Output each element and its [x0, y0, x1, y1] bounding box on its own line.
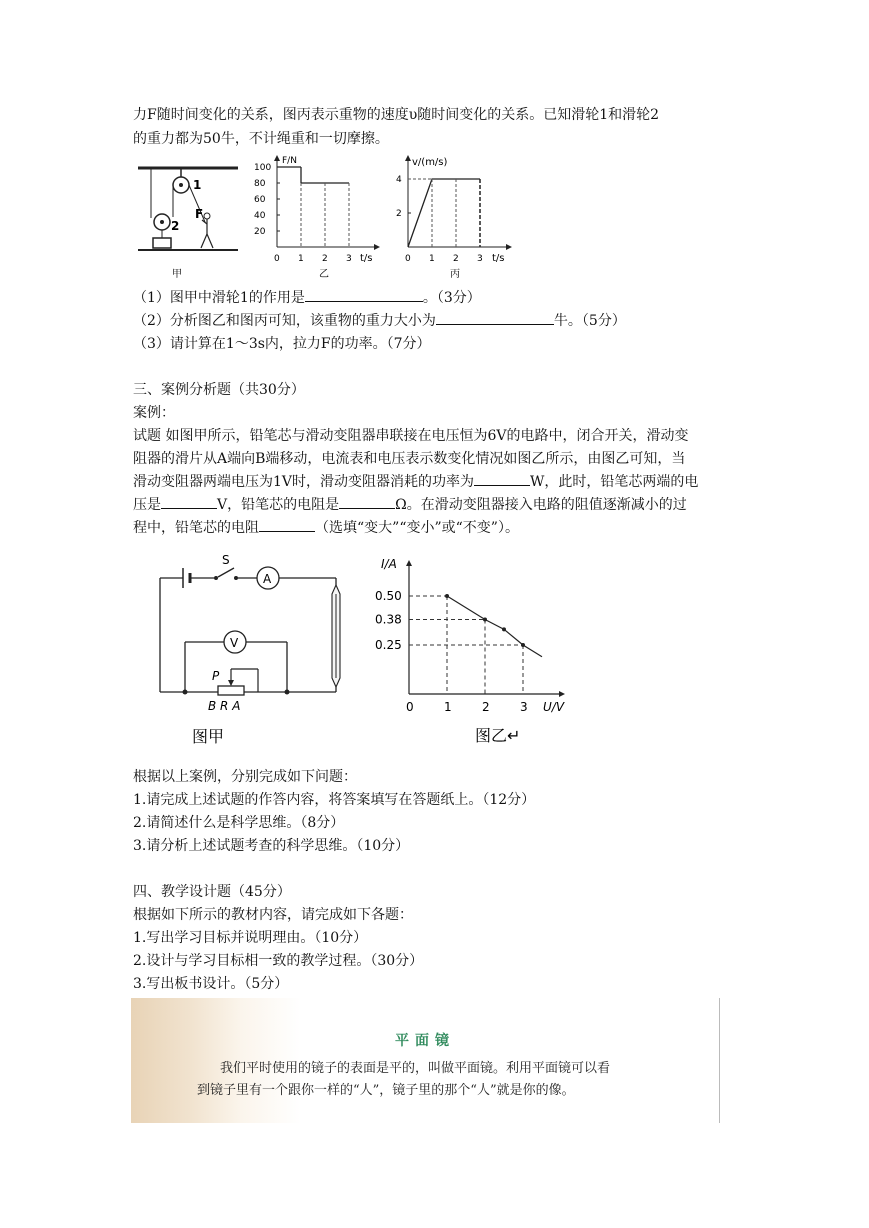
textbook-excerpt	[131, 998, 720, 1123]
bing-y-tick: 2	[396, 209, 402, 219]
g2-x-tick: 2	[482, 700, 490, 714]
bing-y-tick: 4	[396, 175, 402, 185]
case-para-1: 试题 如图甲所示，铅笔芯与滑动变阻器串联接在电压恒为6V的电路中，闭合开关，滑动变	[133, 428, 689, 444]
chart-yi-force-time	[252, 155, 387, 285]
yi-x-axis-label: t/s	[360, 253, 373, 264]
g2-caption: 图乙↵	[475, 726, 521, 745]
yi-y-tick: 80	[254, 179, 266, 189]
case-para-3: 滑动变阻器两端电压为1V时，滑动变阻器消耗的功率为 W，此时，铅笔芯两端的电	[133, 471, 698, 493]
figure-jia-pulley	[133, 162, 243, 284]
g2-x-axis-label: U/V	[543, 700, 565, 714]
g2-y-tick: 0.50	[375, 589, 402, 603]
voltmeter-symbol: V	[230, 636, 239, 650]
bing-x-axis-label: t/s	[492, 253, 505, 264]
bing-caption: 丙	[450, 269, 460, 280]
question-3-3: 3.请分析上述试题考查的科学思维。（10分）	[133, 838, 410, 854]
figure-jia-caption: 甲	[172, 269, 182, 280]
textbook-line-2: 到镜子里有一个跟你一样的“人”，镜子里的那个“人”就是你的像。	[197, 1083, 575, 1098]
i-u-line	[447, 596, 542, 657]
answer-blank-1[interactable]	[305, 287, 423, 302]
bing-velocity-line	[408, 179, 480, 247]
answer-blank-5[interactable]	[339, 494, 395, 509]
rheostat-labels: B R A	[208, 699, 241, 713]
textbook-title: 平面镜	[395, 1033, 455, 1049]
chart-bing-velocity-time	[388, 155, 523, 285]
case-para-4: 压是 V，铅笔芯的电阻是 Ω。在滑动变阻器接入电路的阻值逐渐减小的过	[133, 494, 687, 516]
case-para-2: 阻器的滑片从A端向B端移动，电流表和电压表示数变化情况如图乙所示，由图乙可知，当	[133, 451, 686, 467]
chart-i-u-graph	[373, 556, 573, 752]
bing-x-tick: 3	[477, 254, 483, 264]
bing-x-tick: 2	[453, 254, 459, 264]
case-label: 案例：	[133, 405, 175, 421]
question-1-2: （2）分析图乙和图丙可知，该重物的重力大小为 牛。（5分）	[133, 310, 626, 332]
question-3-1: 1.请完成上述试题的作答内容，将答案填写在答题纸上。（12分）	[133, 792, 536, 808]
ammeter-symbol: A	[263, 572, 272, 586]
bing-x-tick: 0	[405, 254, 411, 264]
switch-label: S	[222, 553, 230, 567]
pulley-2-label: 2	[171, 219, 180, 233]
yi-y-axis-label: F/N	[282, 156, 297, 166]
answer-blank-2[interactable]	[436, 310, 554, 325]
section-4-intro: 根据如下所示的教材内容，请完成如下各题：	[133, 907, 413, 923]
answer-blank-4[interactable]	[161, 494, 217, 509]
question-3-2: 2.请简述什么是科学思维。（8分）	[133, 815, 345, 831]
g2-x-tick: 1	[444, 700, 452, 714]
yi-y-tick: 100	[254, 163, 272, 173]
yi-y-tick: 60	[254, 195, 266, 205]
yi-y-tick: 20	[254, 227, 266, 237]
g2-data-point	[521, 643, 525, 647]
question-1-1: （1）图甲中滑轮1的作用是 。（3分）	[133, 287, 481, 309]
yi-x-tick: 1	[298, 254, 304, 264]
question-4-3: 3.写出板书设计。（5分）	[133, 976, 289, 992]
yi-y-tick: 40	[254, 211, 266, 221]
circuit-caption: 图甲	[192, 727, 225, 746]
g2-x-tick: 3	[520, 700, 528, 714]
textbook-line-1: 我们平时使用的镜子的表面是平的，叫做平面镜。利用平面镜可以看	[220, 1061, 611, 1076]
force-f-label: F	[195, 207, 204, 221]
intro-line-2: 的重力都为50牛，不计绳重和一切摩擦。	[133, 131, 389, 147]
yi-x-tick: 2	[322, 254, 328, 264]
question-4-1: 1.写出学习目标并说明理由。（10分）	[133, 930, 368, 946]
yi-x-tick: 3	[346, 254, 352, 264]
section-3-title: 三、案例分析题（共30分）	[133, 382, 305, 398]
g2-data-point	[445, 594, 449, 598]
bing-x-tick: 1	[429, 254, 435, 264]
g2-x-tick: 0	[406, 700, 414, 714]
answer-blank-3[interactable]	[474, 471, 530, 486]
case-para-5: 程中，铅笔芯的电阻 （选填“变大”“变小”或“不变”）。	[133, 517, 519, 539]
answer-blank-6[interactable]	[259, 517, 315, 532]
yi-caption: 乙	[319, 269, 329, 280]
g2-y-tick: 0.38	[375, 612, 402, 627]
question-1-3: （3）请计算在1～3s内，拉力F的功率。（7分）	[133, 336, 431, 352]
intro-line-1: 力F随时间变化的关系，图丙表示重物的速度υ随时间变化的关系。已知滑轮1和滑轮2	[133, 107, 660, 123]
g2-data-point	[502, 627, 506, 631]
g2-y-axis-label: I/A	[381, 557, 397, 571]
questions-3-intro: 根据以上案例，分别完成如下问题：	[133, 769, 357, 785]
slider-p-label: P	[212, 669, 220, 683]
section-4-title: 四、教学设计题（45分）	[133, 884, 291, 900]
yi-x-tick: 0	[274, 254, 280, 264]
g2-y-tick: 0.25	[375, 638, 402, 652]
circuit-diagram-jia	[150, 552, 350, 752]
question-4-2: 2.设计与学习目标相一致的教学过程。（30分）	[133, 953, 424, 969]
pulley-1-label: 1	[193, 178, 202, 192]
g2-data-point	[483, 618, 487, 622]
bing-y-axis-label: v/(m/s)	[412, 157, 448, 168]
